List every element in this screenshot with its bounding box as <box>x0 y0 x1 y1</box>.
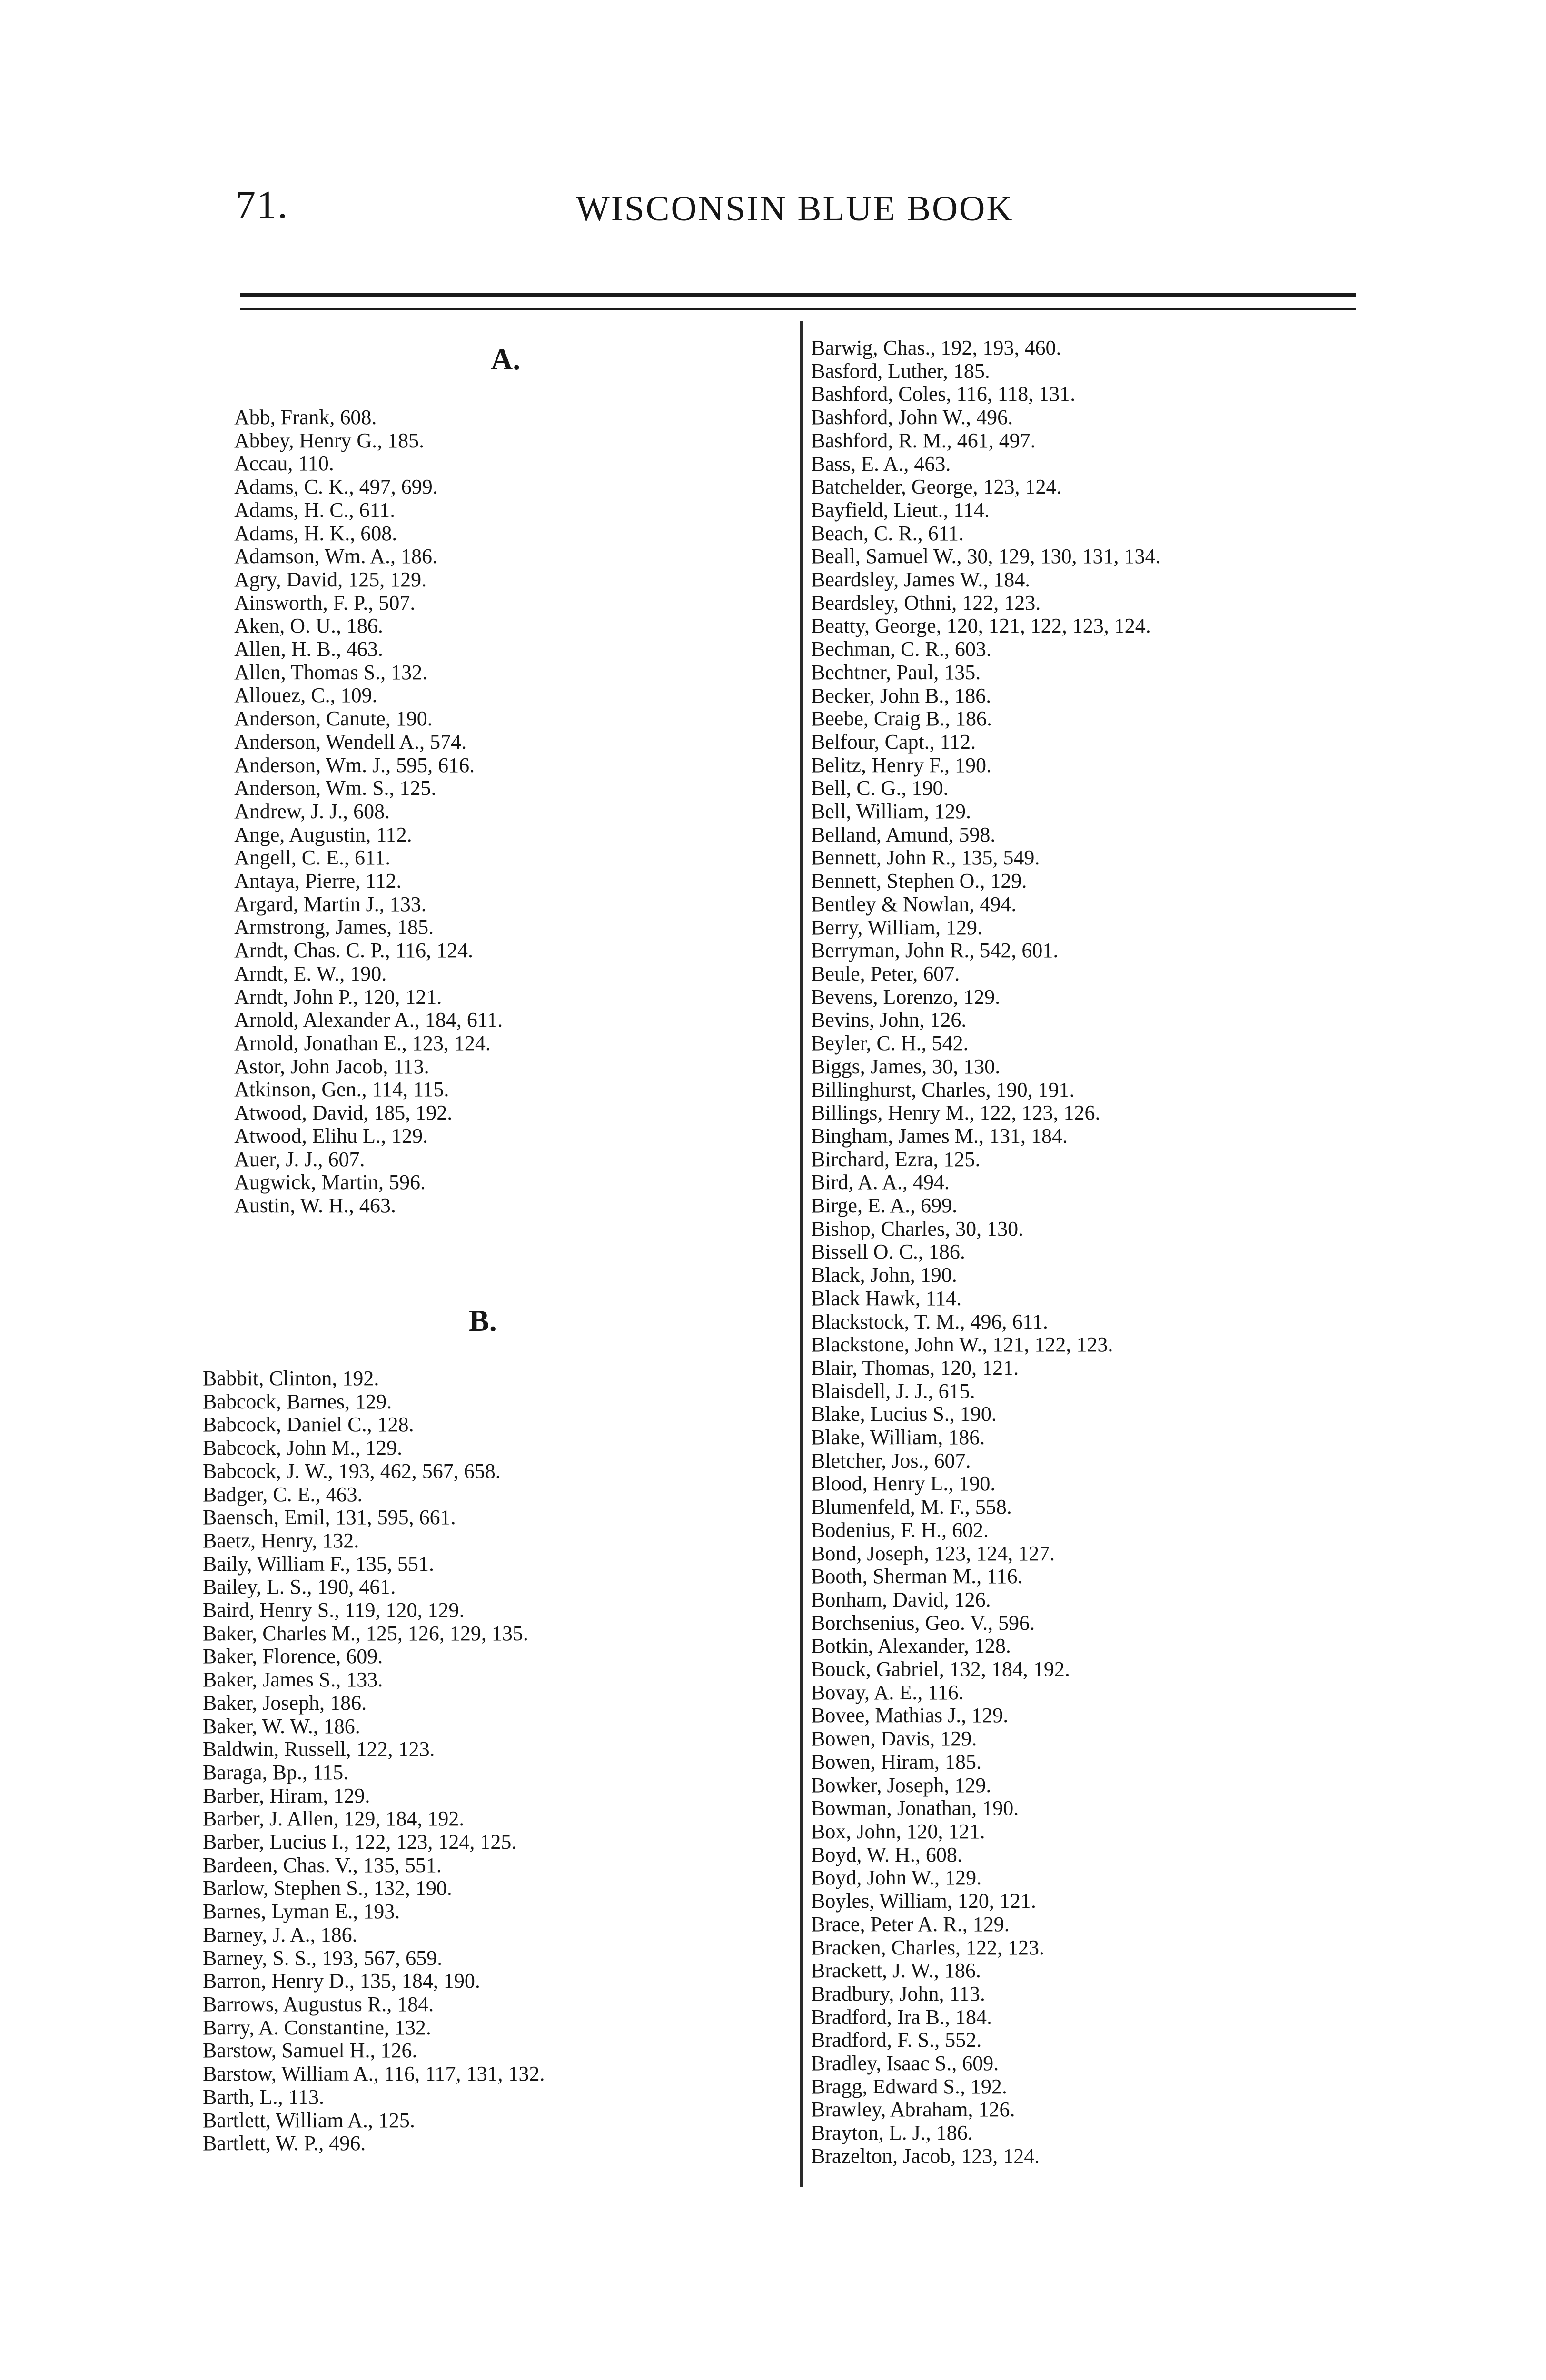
index-entry: Armstrong, James, 185. <box>234 915 434 939</box>
index-entry: Beach, C. R., 611. <box>811 521 964 545</box>
index-entry: Blackstone, John W., 121, 122, 123. <box>811 1333 1113 1357</box>
index-entry: Allouez, C., 109. <box>234 684 377 707</box>
index-entry: Barney, J. A., 186. <box>203 1923 357 1946</box>
index-entry: Baker, W. W., 186. <box>203 1714 360 1738</box>
index-entry: Argard, Martin J., 133. <box>234 892 426 916</box>
index-entry: Barth, L., 113. <box>203 2085 324 2109</box>
index-entry: Babcock, Barnes, 129. <box>203 1389 392 1413</box>
index-entry: Billinghurst, Charles, 190, 191. <box>811 1078 1075 1101</box>
index-entry: Blaisdell, J. J., 615. <box>811 1379 975 1403</box>
index-entry: Auer, J. J., 607. <box>234 1147 365 1171</box>
index-entry: Baetz, Henry, 132. <box>203 1528 359 1552</box>
index-entry: Babcock, John M., 129. <box>203 1436 403 1460</box>
index-entry: Baker, James S., 133. <box>203 1668 383 1692</box>
index-entry: Barnes, Lyman E., 193. <box>203 1900 400 1924</box>
index-entry: Blake, William, 186. <box>811 1426 985 1449</box>
index-entry: Bevins, John, 126. <box>811 1008 967 1032</box>
index-entry: Ange, Augustin, 112. <box>234 823 412 846</box>
index-entry: Barney, S. S., 193, 567, 659. <box>203 1946 443 1970</box>
index-entry: Allen, H. B., 463. <box>234 637 383 661</box>
index-entry: Abbey, Henry G., 185. <box>234 428 425 452</box>
index-entry: Bashford, R. M., 461, 497. <box>811 428 1036 452</box>
index-entry: Bentley & Nowlan, 494. <box>811 892 1017 916</box>
index-entry: Beule, Peter, 607. <box>811 962 960 985</box>
index-entry: Beall, Samuel W., 30, 129, 130, 131, 134. <box>811 545 1161 568</box>
index-entry: Adamson, Wm. A., 186. <box>234 545 437 568</box>
index-entry: Anderson, Wendell A., 574. <box>234 730 467 754</box>
index-entry: Blackstock, T. M., 496, 611. <box>811 1309 1048 1333</box>
index-entry: Bartlett, William A., 125. <box>203 2108 415 2132</box>
index-entry: Baker, Florence, 609. <box>203 1645 383 1668</box>
index-entry: Beatty, George, 120, 121, 122, 123, 124. <box>811 614 1151 638</box>
index-list-b <box>203 1367 545 2155</box>
index-entry: Beardsley, James W., 184. <box>811 568 1031 592</box>
index-entry: Barlow, Stephen S., 132, 190. <box>203 1876 452 1900</box>
index-entry: Brackett, J. W., 186. <box>811 1959 981 1983</box>
index-entry: Bovee, Mathias J., 129. <box>811 1704 1009 1727</box>
index-entry: Biggs, James, 30, 130. <box>811 1054 1001 1078</box>
index-entry: Arnold, Jonathan E., 123, 124. <box>234 1031 491 1055</box>
index-entry: Ainsworth, F. P., 507. <box>234 591 416 615</box>
index-entry: Bowman, Jonathan, 190. <box>811 1796 1019 1820</box>
index-entry: Barber, J. Allen, 129, 184, 192. <box>203 1807 465 1831</box>
index-entry: Bowker, Joseph, 129. <box>811 1773 991 1797</box>
index-entry: Arndt, E. W., 190. <box>234 962 387 985</box>
index-entry: Birge, E. A., 699. <box>811 1194 958 1218</box>
index-entry: Babbit, Clinton, 192. <box>203 1367 379 1390</box>
index-entry: Adams, H. C., 611. <box>234 498 396 522</box>
index-entry: Anderson, Wm. S., 125. <box>234 776 436 800</box>
index-entry: Arnold, Alexander A., 184, 611. <box>234 1008 503 1032</box>
index-entry: Barrows, Augustus R., 184. <box>203 1992 434 2016</box>
index-entry: Batchelder, George, 123, 124. <box>811 475 1062 499</box>
index-entry: Bashford, John W., 496. <box>811 406 1013 429</box>
header-rule-thin <box>240 308 1356 310</box>
index-entry: Agry, David, 125, 129. <box>234 567 427 591</box>
index-entry: Bowen, Hiram, 185. <box>811 1750 982 1774</box>
index-entry: Barwig, Chas., 192, 193, 460. <box>811 336 1061 359</box>
index-entry: Black Hawk, 114. <box>811 1286 962 1310</box>
index-entry: Barstow, William A., 116, 117, 131, 132. <box>203 2062 545 2086</box>
index-list-right-column <box>811 337 1161 2168</box>
index-entry: Belitz, Henry F., 190. <box>811 753 991 777</box>
page-number: 71. <box>236 183 288 227</box>
index-entry: Berry, William, 129. <box>811 915 982 939</box>
index-entry: Bird, A. A., 494. <box>811 1170 950 1194</box>
index-entry: Barry, A. Constantine, 132. <box>203 2015 431 2039</box>
index-entry: Billings, Henry M., 122, 123, 126. <box>811 1101 1100 1125</box>
index-entry: Bovay, A. E., 116. <box>811 1680 964 1704</box>
index-entry: Bennett, Stephen O., 129. <box>811 869 1027 893</box>
index-entry: Allen, Thomas S., 132. <box>234 660 428 684</box>
column-divider <box>800 321 803 2187</box>
index-entry: Atwood, Elihu L., 129. <box>234 1124 428 1148</box>
index-entry: Brawley, Abraham, 126. <box>811 2098 1015 2122</box>
index-entry: Bechman, C. R., 603. <box>811 637 991 661</box>
index-entry: Abb, Frank, 608. <box>234 406 377 429</box>
index-entry: Boyd, John W., 129. <box>811 1866 982 1890</box>
section-heading-b: B. <box>469 1304 497 1338</box>
index-entry: Birchard, Ezra, 125. <box>811 1147 981 1171</box>
index-entry: Boyd, W. H., 608. <box>811 1843 962 1866</box>
index-entry: Blair, Thomas, 120, 121. <box>811 1356 1019 1379</box>
index-entry: Bradford, Ira B., 184. <box>811 2005 992 2029</box>
index-entry: Anderson, Canute, 190. <box>234 707 433 731</box>
index-entry: Bechtner, Paul, 135. <box>811 660 981 684</box>
index-entry: Adams, C. K., 497, 699. <box>234 475 438 499</box>
index-entry: Andrew, J. J., 608. <box>234 799 390 823</box>
index-entry: Arndt, John P., 120, 121. <box>234 985 442 1009</box>
index-entry: Bardeen, Chas. V., 135, 551. <box>203 1853 442 1877</box>
index-entry: Brace, Peter A. R., 129. <box>811 1912 1010 1936</box>
index-entry: Barron, Henry D., 135, 184, 190. <box>203 1969 480 1993</box>
index-entry: Belfour, Capt., 112. <box>811 730 976 754</box>
index-entry: Berryman, John R., 542, 601. <box>811 939 1059 962</box>
index-entry: Beyler, C. H., 542. <box>811 1031 969 1055</box>
index-entry: Barber, Lucius I., 122, 123, 124, 125. <box>203 1830 517 1854</box>
index-entry: Bradley, Isaac S., 609. <box>811 2052 999 2075</box>
index-entry: Boyles, William, 120, 121. <box>811 1889 1036 1913</box>
index-entry: Bayfield, Lieut., 114. <box>811 498 990 522</box>
index-entry: Baker, Joseph, 186. <box>203 1691 367 1715</box>
index-entry: Baraga, Bp., 115. <box>203 1760 349 1784</box>
index-entry: Augwick, Martin, 596. <box>234 1170 426 1194</box>
index-entry: Black, John, 190. <box>811 1263 957 1287</box>
index-entry: Austin, W. H., 463. <box>234 1193 396 1217</box>
index-entry: Borchsenius, Geo. V., 596. <box>811 1611 1035 1635</box>
index-entry: Bradbury, John, 113. <box>811 1982 985 2005</box>
index-entry: Blake, Lucius S., 190. <box>811 1402 997 1426</box>
index-entry: Baird, Henry S., 119, 120, 129. <box>203 1598 465 1622</box>
index-entry: Booth, Sherman M., 116. <box>811 1565 1023 1588</box>
index-entry: Box, John, 120, 121. <box>811 1820 985 1843</box>
index-entry: Bradford, F. S., 552. <box>811 2028 982 2052</box>
index-entry: Bartlett, W. P., 496. <box>203 2132 366 2155</box>
index-entry: Belland, Amund, 598. <box>811 823 996 846</box>
index-entry: Brayton, L. J., 186. <box>811 2121 973 2145</box>
index-entry: Anderson, Wm. J., 595, 616. <box>234 753 475 777</box>
index-entry: Babcock, Daniel C., 128. <box>203 1413 414 1437</box>
index-entry: Becker, John B., 186. <box>811 684 991 707</box>
index-entry: Badger, C. E., 463. <box>203 1482 363 1506</box>
index-entry: Adams, H. K., 608. <box>234 521 397 545</box>
index-entry: Bishop, Charles, 30, 130. <box>811 1217 1024 1240</box>
index-entry: Barstow, Samuel H., 126. <box>203 2039 417 2063</box>
index-entry: Bailey, L. S., 190, 461. <box>203 1575 396 1599</box>
index-entry: Baldwin, Russell, 122, 123. <box>203 1737 435 1761</box>
index-entry: Brazelton, Jacob, 123, 124. <box>811 2144 1040 2168</box>
index-entry: Bragg, Edward S., 192. <box>811 2074 1007 2098</box>
index-entry: Arndt, Chas. C. P., 116, 124. <box>234 939 473 962</box>
index-entry: Blood, Henry L., 190. <box>811 1472 996 1496</box>
index-entry: Bouck, Gabriel, 132, 184, 192. <box>811 1657 1070 1681</box>
index-entry: Babcock, J. W., 193, 462, 567, 658. <box>203 1459 501 1483</box>
index-entry: Baensch, Emil, 131, 595, 661. <box>203 1506 456 1529</box>
index-entry: Angell, C. E., 611. <box>234 846 391 870</box>
index-entry: Basford, Luther, 185. <box>811 359 990 383</box>
index-entry: Botkin, Alexander, 128. <box>811 1634 1011 1658</box>
index-entry: Beebe, Craig B., 186. <box>811 707 992 731</box>
index-entry: Bass, E. A., 463. <box>811 452 951 476</box>
index-entry: Bennett, John R., 135, 549. <box>811 846 1040 870</box>
index-entry: Atwood, David, 185, 192. <box>234 1101 453 1125</box>
index-entry: Astor, John Jacob, 113. <box>234 1054 429 1078</box>
index-entry: Blumenfeld, M. F., 558. <box>811 1495 1012 1519</box>
header-rule-thick <box>240 293 1356 298</box>
index-entry: Barber, Hiram, 129. <box>203 1784 370 1807</box>
index-entry: Bond, Joseph, 123, 124, 127. <box>811 1541 1055 1565</box>
index-entry: Bracken, Charles, 122, 123. <box>811 1935 1044 1959</box>
index-entry: Bell, William, 129. <box>811 800 971 823</box>
index-entry: Bell, C. G., 190. <box>811 776 949 800</box>
index-entry: Bodenius, F. H., 602. <box>811 1518 989 1542</box>
index-entry: Bletcher, Jos., 607. <box>811 1448 971 1472</box>
index-entry: Bingham, James M., 131, 184. <box>811 1124 1068 1148</box>
index-entry: Bevens, Lorenzo, 129. <box>811 985 1001 1009</box>
index-entry: Accau, 110. <box>234 452 334 476</box>
section-heading-a: A. <box>491 342 521 376</box>
index-entry: Bowen, Davis, 129. <box>811 1727 977 1751</box>
index-entry: Bissell O. C., 186. <box>811 1240 965 1264</box>
index-entry: Atkinson, Gen., 114, 115. <box>234 1078 449 1101</box>
index-list-a <box>234 406 503 1218</box>
index-entry: Bashford, Coles, 116, 118, 131. <box>811 382 1076 406</box>
index-entry: Antaya, Pierre, 112. <box>234 869 402 893</box>
running-title: WISCONSIN BLUE BOOK <box>576 189 1014 228</box>
index-entry: Baker, Charles M., 125, 126, 129, 135. <box>203 1621 528 1645</box>
index-entry: Beardsley, Othni, 122, 123. <box>811 591 1041 615</box>
index-entry: Aken, O. U., 186. <box>234 614 383 638</box>
index-entry: Bonham, David, 126. <box>811 1587 991 1611</box>
index-entry: Baily, William F., 135, 551. <box>203 1552 435 1576</box>
